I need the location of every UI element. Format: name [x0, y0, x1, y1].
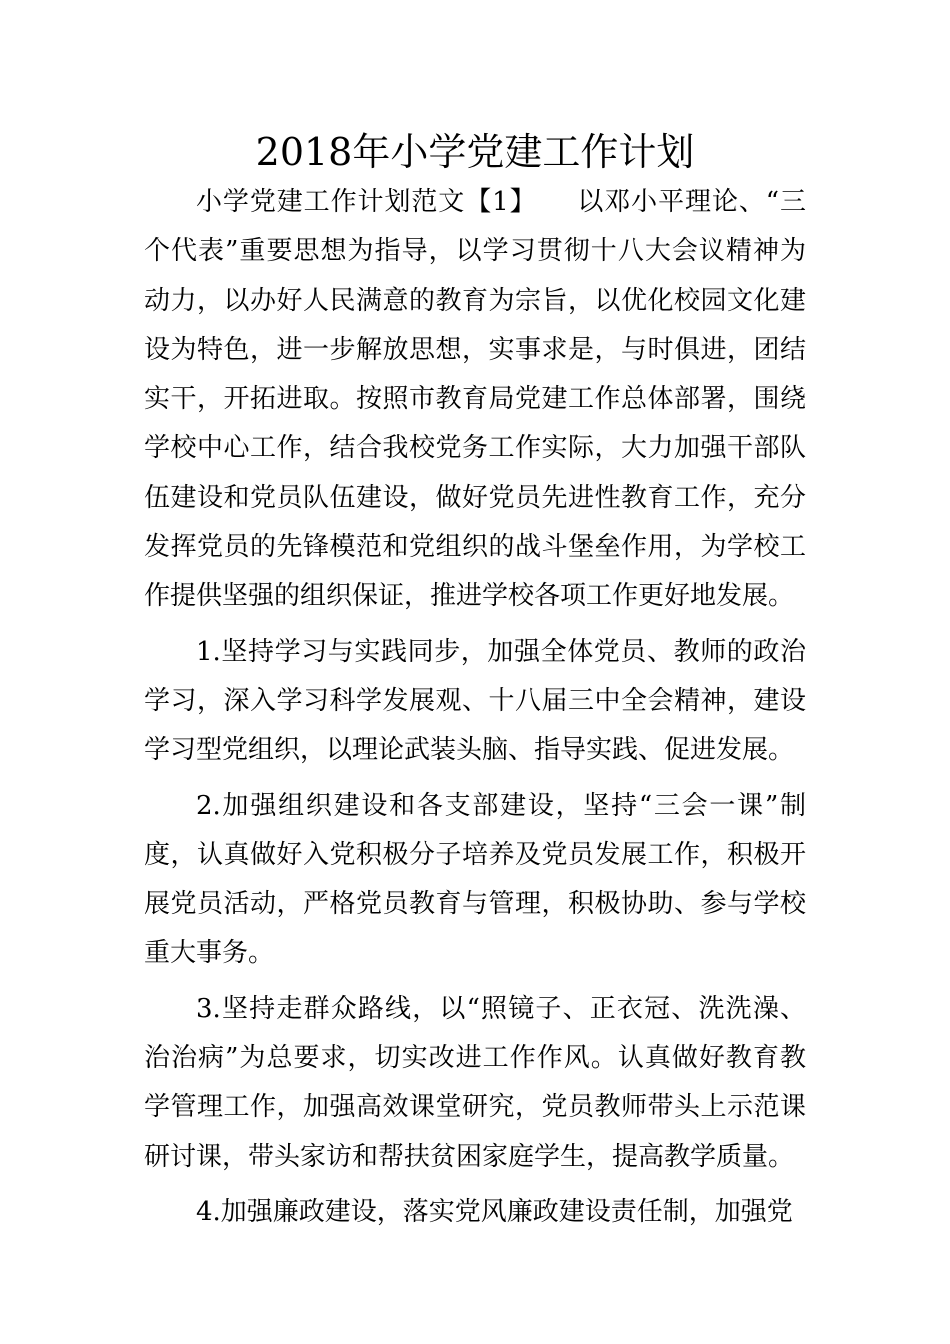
paragraph-item-4: 4.加强廉政建设，落实党风廉政建设责任制，加强党 [196, 1196, 793, 1227]
paragraph-item-3: 3.坚持走群众路线，以“照镜子、正衣冠、洗洗澡、治治病”为总要求，切实改进工作作风。认真做好教育教学管理工作，加强高效课堂研究，党员教师带头上示范课研讨课，带头家访和帮扶贫困家庭学生，提高教学质量。 [144, 993, 806, 1172]
paragraph-intro: 小学党建工作计划范文【1】 以邓小平理论、“三个代表”重要思想为指导，以学习贯彻十八大会议精神为动力，以办好人民满意的教育为宗旨，以优化校园文化建设为特色，进一步解放思想，实事求是，与时俱进，团结实干，开拓进取。按照市教育局党建工作总体部署，围绕学校中心工作，结合我校党务工作实际，大力加强干部队伍建设和党员队伍建设，做好党员先进性教育工作，充分发挥党员的先锋模范和党组织的战斗堡垒作用，为学校工作提供坚强的组织保证，推进学校各项工作更好地发展。 [144, 187, 806, 612]
document-body [144, 178, 806, 1237]
paragraph-item-1: 1.坚持学习与实践同步，加强全体党员、教师的政治学习，深入学习科学发展观、十八届三中全会精神，建设学习型党组织，以理论武装头脑、指导实践、促进发展。 [144, 636, 806, 766]
paragraph-item-2: 2.加强组织建设和各支部建设，坚持“三会一课”制度，认真做好入党积极分子培养及党员发展工作，积极开展党员活动，严格党员教育与管理，积极协助、参与学校重大事务。 [144, 790, 806, 969]
document-title: 2018年小学党建工作计划 [255, 130, 695, 174]
